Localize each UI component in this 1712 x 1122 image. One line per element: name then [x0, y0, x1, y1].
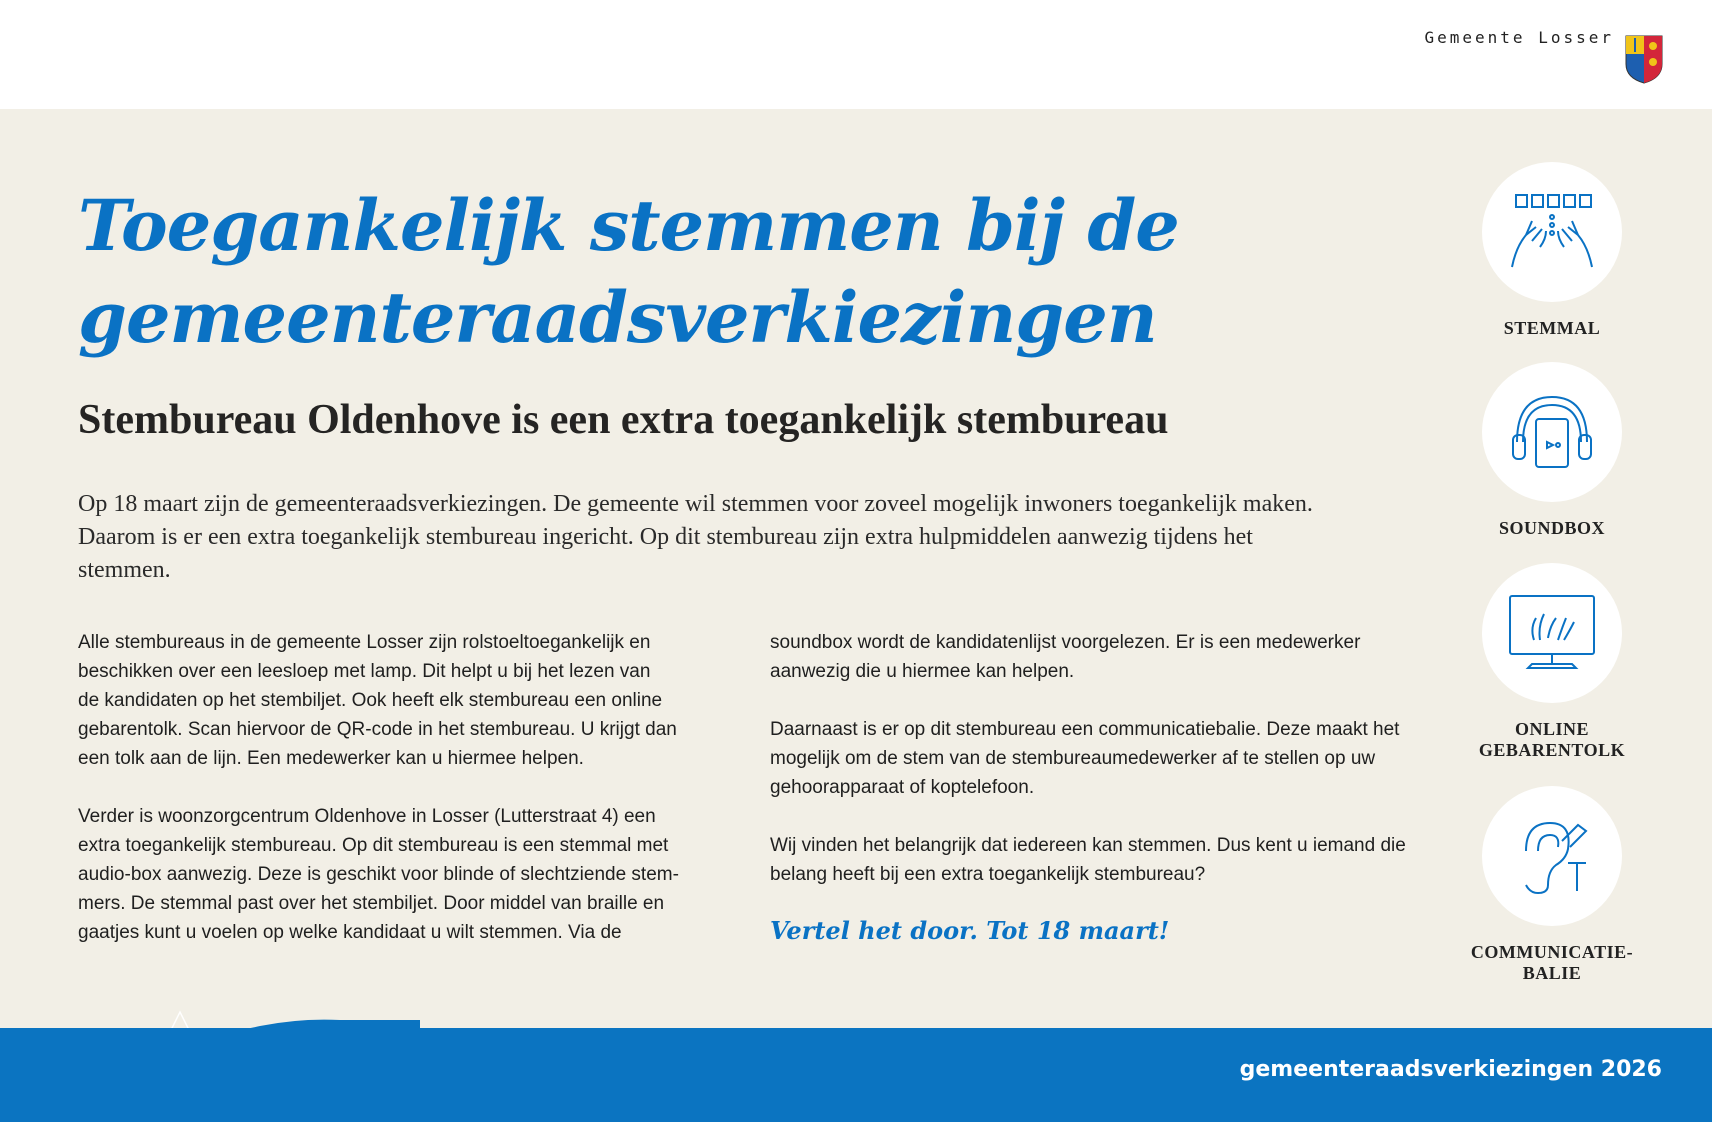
header — [0, 0, 1712, 109]
column1-paragraph-2: Verder is woonzorgcentrum Oldenhove in Losser (Lutterstraat 4) een extra toegankelijk stembureau. Op dit stembureau is een stemmal met audio-box aanwezig. Deze is geschikt voor blinde of slechtziende stem- mers. De stemmal past over het stembiljet. Door middel van braille en gaatjes kunt u voelen op welke kandidaat u wilt stemmen. Via de — [78, 806, 679, 943]
feature-stemmal — [1452, 162, 1652, 339]
body-column-2 — [770, 628, 1410, 918]
page-subtitle: Stembureau Oldenhove is een extra toegankelijk stembureau — [78, 397, 1169, 443]
intro-paragraph: Op 18 maart zijn de gemeenteraadsverkiezingen. De gemeente wil stemmen voor zoveel mogelijk inwoners toegankelijk maken. Daarom is er een extra toegankelijk stembureau ingericht. Op dit stembureau zijn extra hulpmiddelen aanwezig tijdens het stemmen. — [78, 491, 1313, 583]
braille-hands-icon — [1502, 187, 1602, 277]
feature-circle — [1482, 162, 1622, 302]
feature-soundbox — [1452, 362, 1652, 539]
feature-circle — [1482, 362, 1622, 502]
page-title — [78, 180, 1179, 364]
feature-label: SOUNDBOX — [1498, 518, 1605, 538]
column2-paragraph-1: soundbox wordt de kandidatenlijst voorgelezen. Er is een medewerker aanwezig die u hiermee kan helpen. — [770, 632, 1361, 682]
headphones-icon — [1507, 387, 1597, 477]
footer-text: gemeenteraadsverkiezingen 2026 — [1239, 1057, 1662, 1082]
column2-paragraph-3: Wij vinden het belangrijk dat iedereen kan stemmen. Dus kent u iemand die belang heeft bij een extra toegankelijk stembureau? — [770, 835, 1406, 885]
coat-of-arms-icon — [1624, 34, 1664, 84]
municipality-logo-text: Gemeente Losser — [1424, 28, 1614, 47]
column1-paragraph-1: Alle stembureaus in de gemeente Losser zijn rolstoeltoegankelijk en beschikken over een leesloep met lamp. Dit helpt u bij het lezen van de kandidaten op het stembiljet. Ook heeft elk stembureau een online gebarentolk. Scan hiervoor de QR-code in het stembureau. U krijgt dan een tolk aan de lijn. Een medewerker kan u hiermee helpen. — [78, 632, 677, 769]
hearing-icon — [1512, 811, 1592, 901]
feature-circle — [1482, 786, 1622, 926]
feature-label: ONLINE GEBARENTOLK — [1478, 719, 1626, 760]
sign-language-screen-icon — [1504, 588, 1600, 678]
call-to-action: Vertel het door. Tot 18 maart! — [770, 916, 1170, 945]
feature-communicatiebalie — [1452, 786, 1652, 984]
feature-label: STEMMAL — [1503, 318, 1601, 338]
feature-label: COMMUNICATIE- BALIE — [1470, 942, 1634, 983]
page-title-text: Toegankelijk stemmen bij de gemeenteraadsverkiezingen — [78, 184, 1179, 359]
column2-paragraph-2: Daarnaast is er op dit stembureau een communicatiebalie. Deze maakt het mogelijk om de stem van de stembureaumedewerker af te stellen op uw gehoorapparaat of koptelefoon. — [770, 719, 1400, 798]
feature-online-gebarentolk — [1452, 563, 1652, 761]
body-column-1 — [78, 628, 718, 976]
feature-circle — [1482, 563, 1622, 703]
